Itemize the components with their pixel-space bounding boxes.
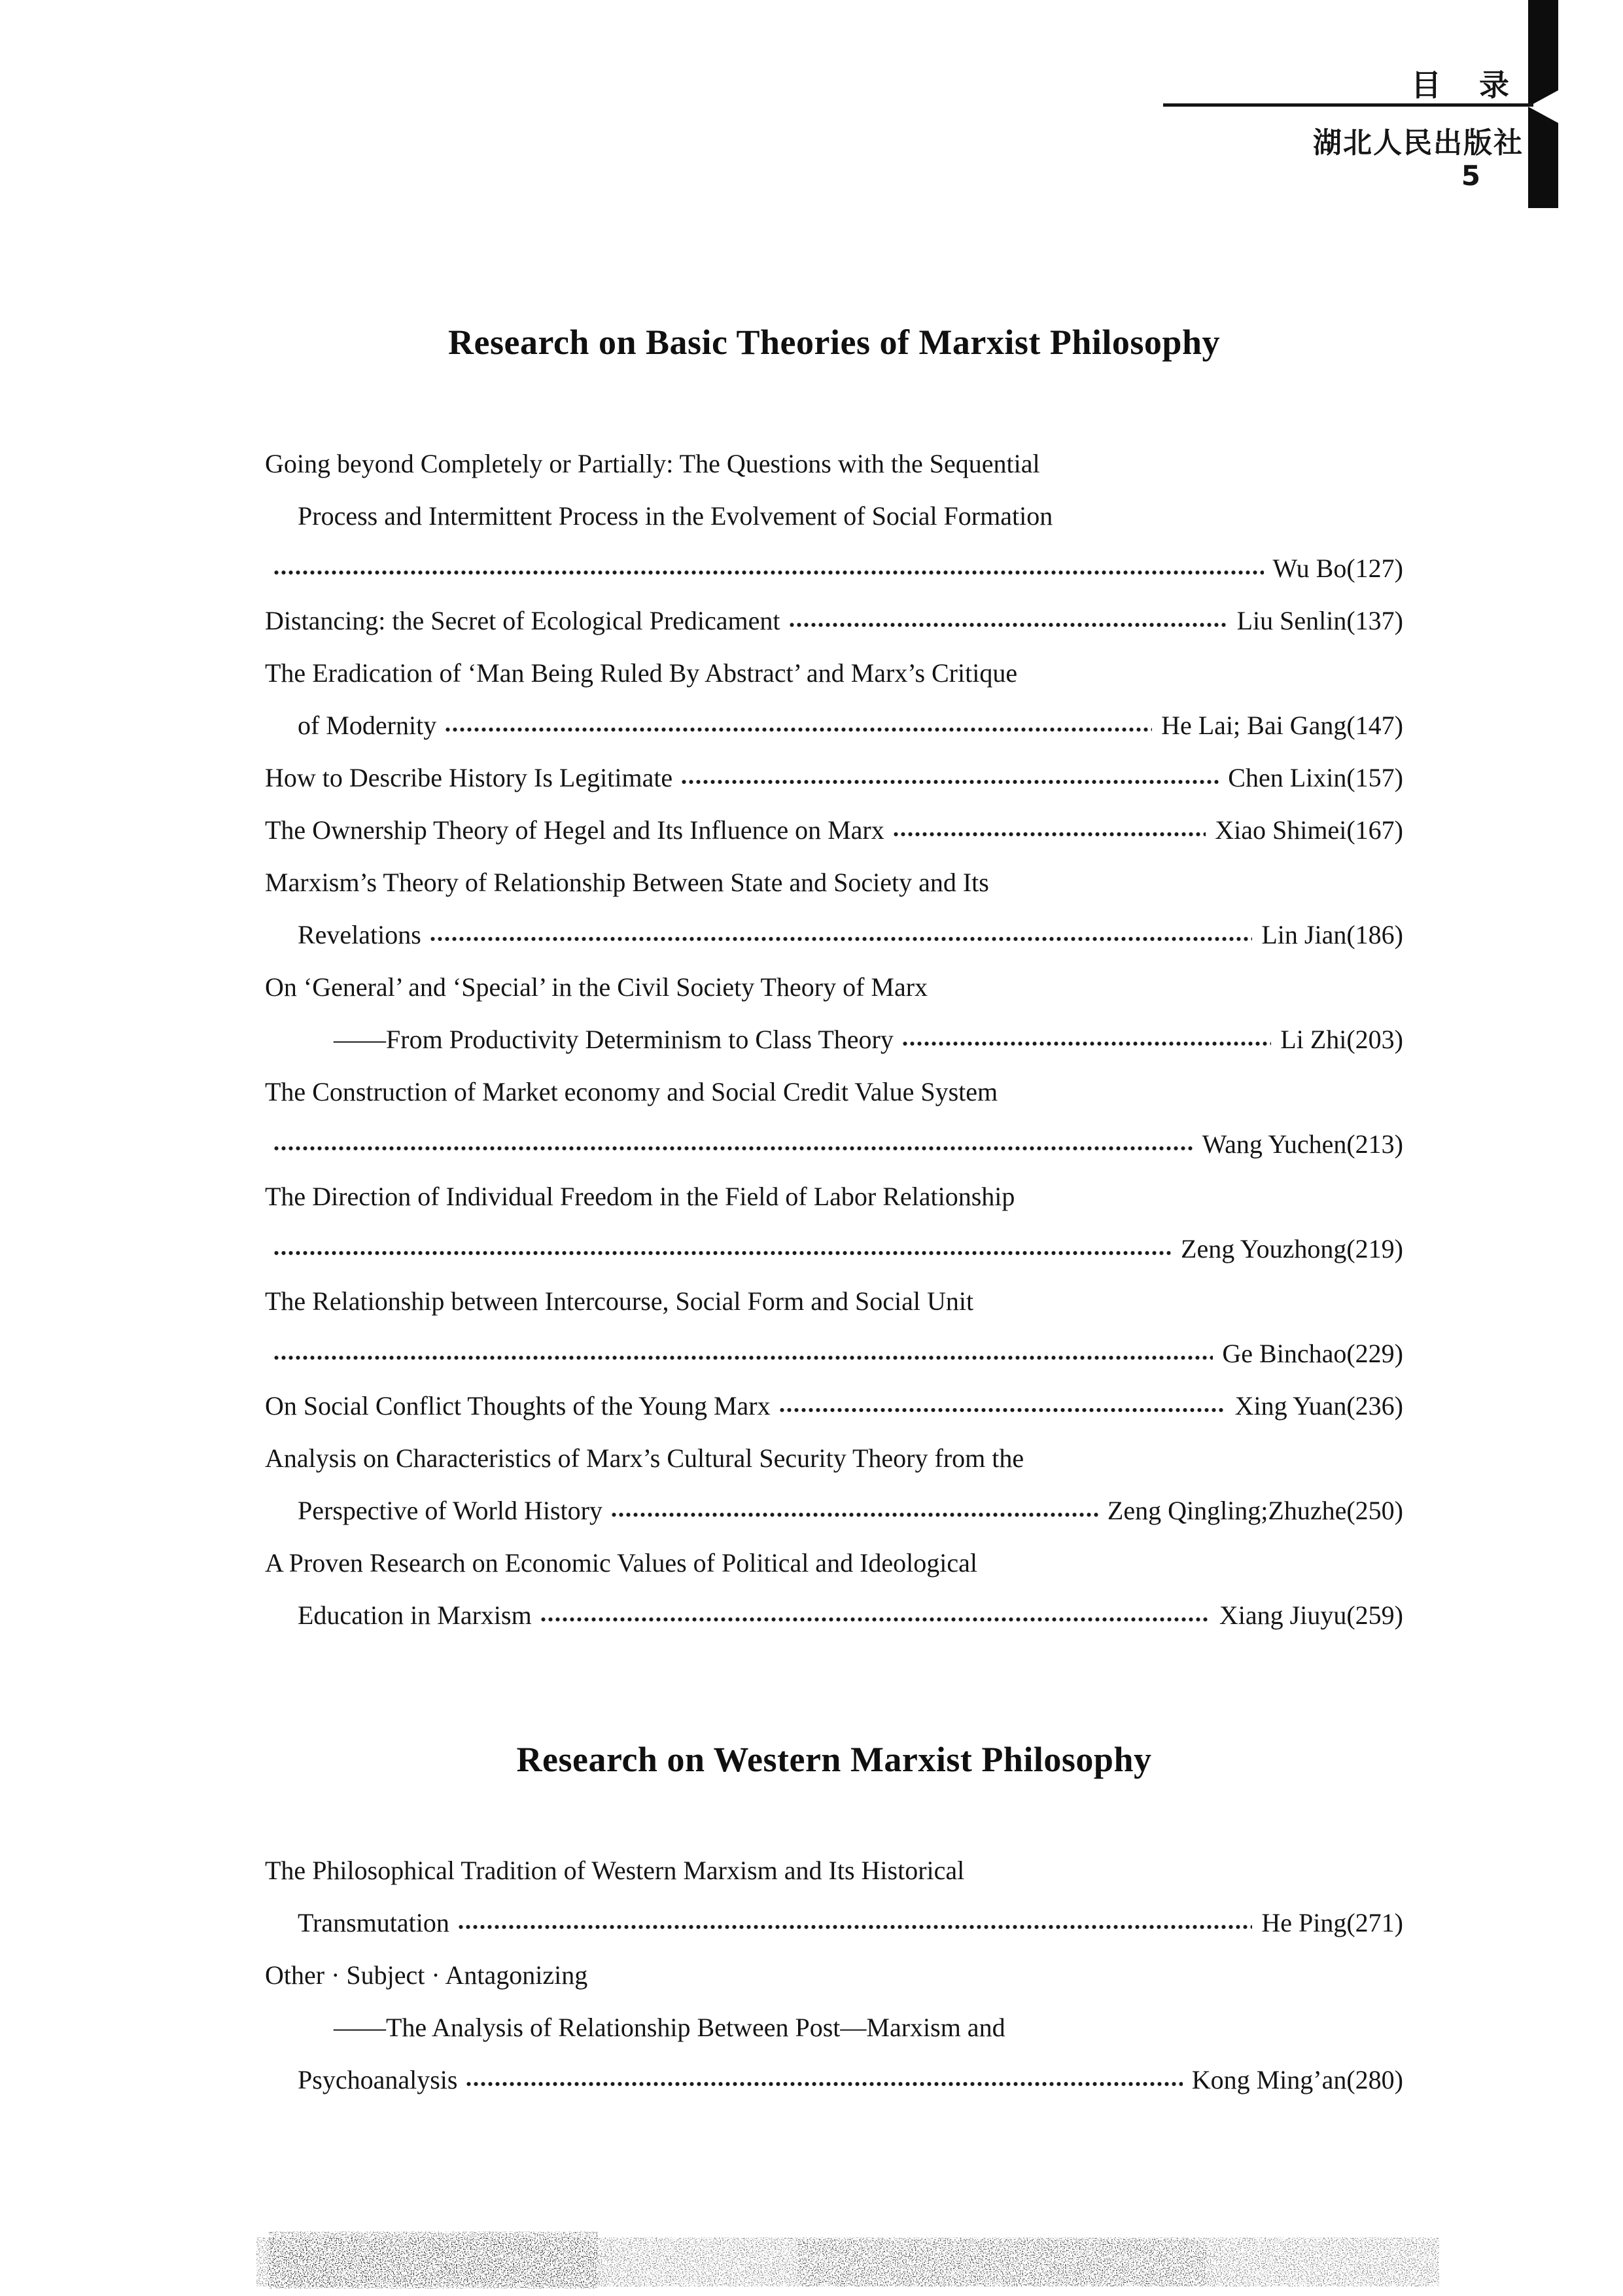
toc-line: [265, 1484, 1403, 1536]
toc-line: [265, 751, 1403, 804]
dot-leader: [273, 1243, 1172, 1263]
dot-leader: [680, 771, 1219, 792]
entry-title: Going beyond Completely or Partially: The Questions with the Sequential: [265, 448, 1040, 478]
toc-line: [265, 1589, 1403, 1641]
toc-line: [265, 856, 1403, 908]
toc-line: [265, 1222, 1403, 1275]
toc-line: [265, 699, 1403, 751]
dot-leader: [273, 1138, 1193, 1159]
entry-title: The Direction of Individual Freedom in the Field of Labor Relationship: [265, 1181, 1015, 1211]
entry-title: A Proven Research on Economic Values of Political and Ideological: [265, 1547, 977, 1578]
dot-leader: [444, 719, 1152, 740]
entry-title: On ‘General’ and ‘Special’ in the Civil Society Theory of Marx: [265, 972, 928, 1002]
entry-author-page: Chen Lixin(157): [1228, 762, 1403, 792]
toc-line: [265, 1896, 1403, 1949]
dot-leader: [892, 824, 1206, 845]
toc-line: [265, 2053, 1403, 2106]
dot-leader: [788, 614, 1228, 635]
toc-line: [265, 961, 1403, 1013]
toc-line: [265, 2001, 1403, 2053]
entry-title: Education in Marxism: [298, 1600, 532, 1630]
toc-line: [265, 1275, 1403, 1327]
toc-line: [265, 1013, 1403, 1065]
toc-section-basic-theories: [265, 437, 1403, 1641]
entry-title: How to Describe History Is Legitimate: [265, 762, 673, 792]
entry-title: Marxism’s Theory of Relationship Between State and Society and Its: [265, 867, 989, 897]
toc-line: [265, 804, 1403, 856]
dot-leader: [778, 1400, 1226, 1421]
entry-title: On Social Conflict Thoughts of the Young Marx: [265, 1390, 771, 1421]
entry-title: The Relationship between Intercourse, Social Form and Social Unit: [265, 1286, 974, 1316]
entry-title: The Eradication of ‘Man Being Ruled By Abstract’ and Marx’s Critique: [265, 658, 1018, 688]
toc-line: [265, 542, 1403, 594]
entry-author-page: Zeng Youzhong(219): [1181, 1233, 1403, 1263]
page-number: 5: [1461, 160, 1480, 192]
toc-line: [265, 1170, 1403, 1222]
entry-title: Revelations: [298, 919, 421, 949]
entry-author-page: Liu Senlin(137): [1236, 605, 1403, 635]
entry-author-page: Li Zhi(203): [1280, 1024, 1403, 1054]
dot-leader: [901, 1033, 1271, 1054]
publisher-name: 湖北人民出版社: [1313, 126, 1524, 160]
toc-line: [265, 1327, 1403, 1379]
entry-title: Psychoanalysis: [298, 2064, 458, 2094]
toc-line: [265, 1118, 1403, 1170]
binding-bar-notch: [1528, 90, 1558, 123]
toc-line: [265, 1949, 1403, 2001]
dot-leader: [457, 1916, 1252, 1937]
toc-line: [265, 646, 1403, 699]
entry-author-page: Lin Jian(186): [1261, 919, 1403, 949]
dot-leader: [540, 1609, 1210, 1630]
entry-author-page: Xiao Shimei(167): [1215, 815, 1403, 845]
entry-title: Perspective of World History: [298, 1495, 602, 1525]
entry-author-page: Xing Yuan(236): [1234, 1390, 1403, 1421]
toc-line: [265, 489, 1403, 542]
entry-author-page: Wang Yuchen(213): [1202, 1129, 1403, 1159]
entry-title: ——From Productivity Determinism to Class Theory: [334, 1024, 894, 1054]
header-rule: [1163, 103, 1533, 107]
section-title-basic-theories: Research on Basic Theories of Marxist Philosophy: [448, 323, 1220, 362]
entry-title: The Ownership Theory of Hegel and Its Influence on Marx: [265, 815, 884, 845]
entry-author-page: Zeng Qingling;Zhuzhe(250): [1107, 1495, 1403, 1525]
section-title-western-marxist: Research on Western Marxist Philosophy: [516, 1740, 1152, 1779]
entry-title: The Philosophical Tradition of Western Marxism and Its Historical: [265, 1855, 965, 1885]
toc-line: [265, 908, 1403, 961]
entry-title: Transmutation: [298, 1907, 449, 1937]
entry-author-page: Xiang Jiuyu(259): [1219, 1600, 1403, 1630]
dot-leader: [429, 928, 1253, 949]
contents-title-cn: 目 录: [1411, 67, 1513, 103]
dot-leader: [273, 1347, 1213, 1368]
entry-title: Process and Intermittent Process in the Evolvement of Social Formation: [298, 501, 1053, 531]
entry-title: Other · Subject · Antagonizing: [265, 1960, 588, 1990]
toc-line: [265, 1065, 1403, 1118]
toc-line: [265, 1536, 1403, 1589]
toc-line: [265, 437, 1403, 489]
dot-leader: [465, 2074, 1182, 2094]
toc-line: [265, 1432, 1403, 1484]
toc-line: [265, 1844, 1403, 1896]
dot-leader: [610, 1504, 1098, 1525]
entry-author-page: Kong Ming’an(280): [1191, 2064, 1403, 2094]
entry-title: of Modernity: [298, 710, 437, 740]
entry-author-page: Wu Bo(127): [1272, 553, 1403, 583]
scan-noise-band: [256, 2230, 1439, 2289]
entry-author-page: He Ping(271): [1261, 1907, 1403, 1937]
toc-section-western-marxist: [265, 1844, 1403, 2106]
entry-author-page: Ge Binchao(229): [1222, 1338, 1403, 1368]
entry-author-page: He Lai; Bai Gang(147): [1161, 710, 1403, 740]
entry-title: Distancing: the Secret of Ecological Predicament: [265, 605, 780, 635]
entry-title: Analysis on Characteristics of Marx’s Cultural Security Theory from the: [265, 1443, 1024, 1473]
toc-line: [265, 1379, 1403, 1432]
entry-title: ——The Analysis of Relationship Between Post—Marxism and: [334, 2012, 1005, 2042]
dot-leader: [273, 562, 1264, 583]
toc-line: [265, 594, 1403, 646]
entry-title: The Construction of Market economy and Social Credit Value System: [265, 1076, 998, 1106]
